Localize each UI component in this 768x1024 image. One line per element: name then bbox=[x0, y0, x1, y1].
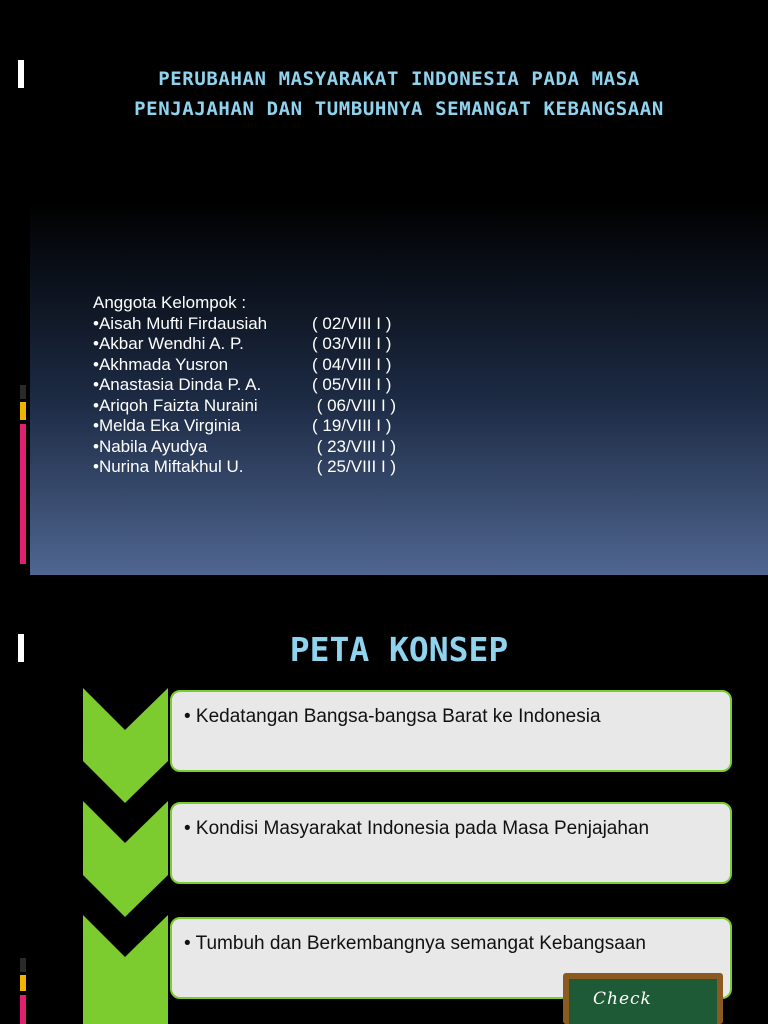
slide-concept-map bbox=[30, 575, 768, 1024]
member-name: •Ariqoh Faizta Nuraini bbox=[93, 395, 258, 415]
concept-item: • Tumbuh dan Berkembangnya semangat Kebangsaan bbox=[184, 933, 646, 954]
sidebar-accent-yellow bbox=[20, 402, 26, 420]
slide-marker-2 bbox=[18, 634, 24, 662]
sidebar-accent-gray-2 bbox=[20, 958, 26, 972]
sidebar-accent-pink-2 bbox=[20, 995, 26, 1024]
chevron-down-icon bbox=[83, 915, 168, 1024]
member-row bbox=[93, 355, 396, 376]
member-code: ( 02/VIII I ) bbox=[312, 313, 392, 333]
member-name: •Akhmada Yusron bbox=[93, 354, 229, 374]
member-name: •Melda Eka Virginia bbox=[93, 416, 241, 435]
member-name: •Akbar Wendhi A. P. bbox=[93, 334, 244, 353]
concept-item: • Kondisi Masyarakat Indonesia pada Masa Penjajahan bbox=[184, 818, 650, 839]
member-name: •Anastasia Dinda P. A. bbox=[93, 375, 262, 394]
member-name: •Aisah Mufti Firdausiah bbox=[93, 313, 268, 333]
sidebar-accent-pink bbox=[20, 424, 26, 564]
slide-marker-1 bbox=[18, 60, 24, 88]
members-heading: Anggota Kelompok : bbox=[93, 293, 247, 312]
concept-box bbox=[170, 802, 732, 884]
concept-item: • Kedatangan Bangsa-bangsa Barat ke Indonesia bbox=[184, 706, 601, 727]
concept-box bbox=[170, 690, 732, 772]
member-code: ( 23/VIII I ) bbox=[312, 436, 397, 456]
chevron-down-icon bbox=[83, 801, 168, 917]
slide-sidebar bbox=[0, 0, 30, 1024]
concept-map-title: PETA KONSEP bbox=[289, 630, 509, 669]
member-code: ( 04/VIII I ) bbox=[312, 354, 392, 374]
presentation-title bbox=[30, 64, 768, 124]
member-code: ( 06/VIII I ) bbox=[312, 395, 397, 415]
member-row bbox=[93, 457, 396, 478]
member-row bbox=[93, 396, 396, 417]
member-name: •Nurina Miftakhul U. bbox=[93, 457, 244, 476]
chalkboard-surface bbox=[569, 979, 717, 1024]
chevron-down-icon bbox=[83, 688, 168, 803]
member-code: ( 19/VIII I ) bbox=[312, 416, 392, 435]
title-line-2: PENJAJAHAN DAN TUMBUHNYA SEMANGAT KEBANGSAAN bbox=[134, 98, 664, 120]
group-members-list bbox=[93, 293, 396, 478]
member-row bbox=[93, 334, 396, 355]
slide-title-members bbox=[30, 0, 768, 575]
member-row bbox=[93, 375, 396, 396]
chalkboard-icon bbox=[563, 973, 723, 1024]
title-line-1: PERUBAHAN MASYARAKAT INDONESIA PADA MASA bbox=[158, 68, 640, 90]
member-row bbox=[93, 314, 396, 335]
member-name: •Nabila Ayudya bbox=[93, 436, 208, 456]
sidebar-accent-gray bbox=[20, 385, 26, 399]
member-row bbox=[93, 437, 396, 458]
member-code: ( 25/VIII I ) bbox=[312, 457, 397, 476]
chalkboard-text: Check bbox=[593, 989, 652, 1009]
member-row bbox=[93, 416, 396, 437]
member-code: ( 03/VIII I ) bbox=[312, 334, 392, 353]
sidebar-accent-yellow-2 bbox=[20, 975, 26, 991]
member-code: ( 05/VIII I ) bbox=[312, 375, 392, 394]
